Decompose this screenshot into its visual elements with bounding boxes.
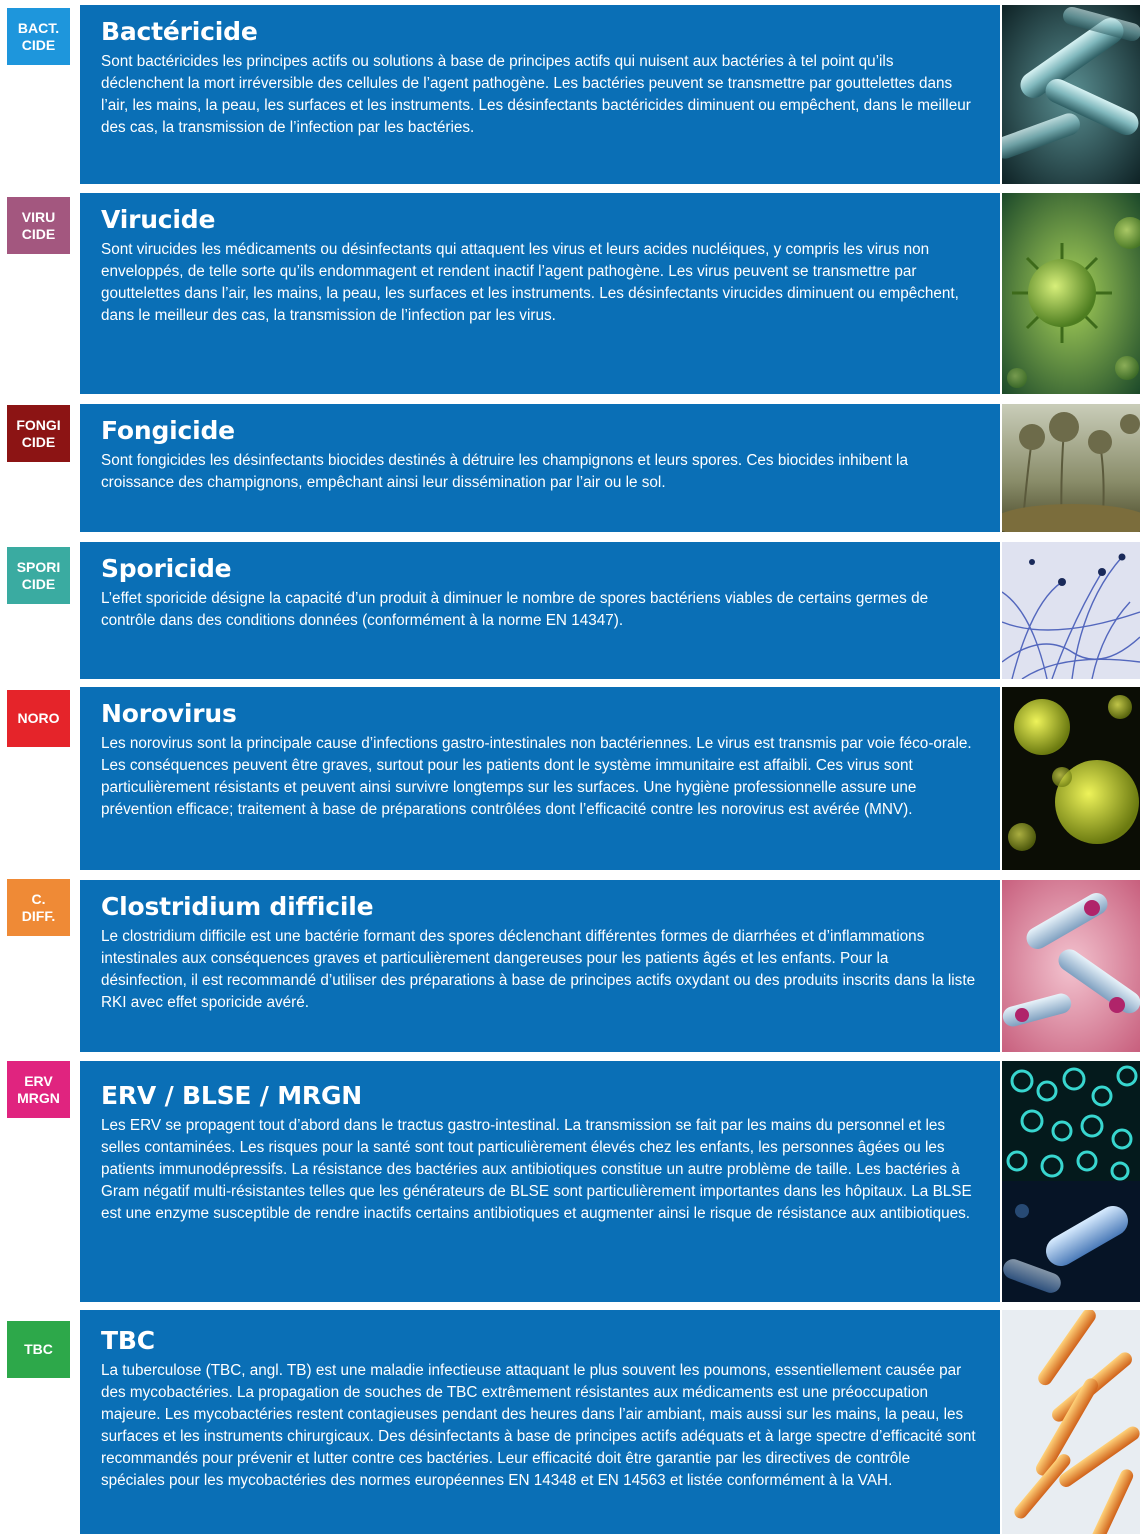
section-text: Sont fongicides les désinfectants biocides destinés à détruire les champignons et leurs spores. Ces biocides inhibent la croissance des champignons, empêchant ainsi leur dissémination par l’air ou le sol. [101, 452, 908, 491]
section-title: Virucide [101, 205, 216, 234]
badge-line: TBC [24, 1341, 53, 1357]
badge-line: NORO [17, 710, 60, 726]
section-erv-blse-mrgn [80, 1061, 1000, 1302]
badge-line: FONGI [16, 416, 61, 433]
section-text: Sont virucides les médicaments ou désinfectants qui attaquent les virus et leurs acides nucléiques, y compris les virus non enveloppés, de telle sorte qu’ils endommagent et rendent inactif l’agent pathogène. Les virus peuvent se transmettre par gouttelettes dans l’air, les mains, la peau, les surfaces et les instruments. Les désinfectants virucides diminuent ou empêchent, dans le meilleur des cas, la transmission de l’infection par les virus. [101, 241, 959, 324]
erv-image-bottom [1002, 1181, 1140, 1302]
section-bactericide [80, 5, 1000, 184]
badge-bactericide [7, 8, 70, 65]
badge-line: CIDE [21, 433, 56, 450]
section-title: Norovirus [101, 699, 237, 728]
section-title: TBC [101, 1326, 155, 1355]
section-clostridium [80, 880, 1000, 1052]
badge-line: ERV [24, 1072, 53, 1089]
badge-line: SPORI [16, 558, 61, 575]
badge-erv-mrgn [7, 1061, 70, 1118]
section-text: Le clostridium difficile est une bactérie formant des spores déclenchant différentes formes de diarrhées et d’inflammations intestinales aux conséquences graves et particulièrement dangereuses pour les patients âgés et les enfants. Pour la désinfection, il est recommandé d’utiliser des préparations à base de principes actifs oxydant ou des produits inscrits dans la liste RKI avec effet sporicide avéré. [101, 928, 976, 1011]
section-title: Fongicide [101, 416, 235, 445]
section-tbc [80, 1310, 1000, 1534]
badge-line: CIDE [21, 575, 56, 592]
spore-image [1002, 542, 1140, 679]
section-text: Les norovirus sont la principale cause d’infections gastro-intestinales non bactériennes. Le virus est transmis par voie féco-orale. Les conséquences peuvent être graves, surtout pour les patients dont le système immunitaire est affaibli. Ces virus sont particulièrement résistants et peuvent ainsi survivre longtemps sur les surfaces. Une hygiène professionnelle assure une prévention efficace; traitement à base de préparations contrôlées dont l’efficacité contre les norovirus est avérée (MNV). [101, 735, 972, 818]
badge-fongicide [7, 405, 70, 462]
section-text: Les ERV se propagent tout d’abord dans le tractus gastro-intestinal. La transmission se fait par les mains du personnel et les selles contaminées. Les risques pour la santé sont tout particulièrement élevés chez les enfants, les personnes âgées ou les patients immunodépressifs. La résistance des bactéries aux antibiotiques constitue un autre problème de taille. Les bactéries à Gram négatif multi-résistantes telles que les générateurs de BLSE sont particulièrement importantes dans les hôpitaux. La BLSE est une enzyme susceptible de rendre inactifs certains antibiotiques et augmenter ainsi le risque de résistance aux antibiotiques. [101, 1117, 972, 1222]
norovirus-image [1002, 687, 1140, 870]
virus-image [1002, 193, 1140, 394]
section-sporicide [80, 542, 1000, 679]
badge-clostridium [7, 879, 70, 936]
bacteria-image [1002, 5, 1140, 184]
section-title: Sporicide [101, 554, 232, 583]
badge-line: MRGN [17, 1089, 60, 1106]
section-text: Sont bactéricides les principes actifs ou solutions à base de principes actifs qui nuisent aux bactéries à tel point qu’ils déclenchent la mort irréversible des cellules de l’agent pathogène. Les bactéries peuvent se transmettre par gouttelettes dans l’air, les mains, la peau, les surfaces et les instruments. Les désinfectants bactéricides diminuent ou empêchent, dans le meilleur des cas, la transmission de l’infection par les bactéries. [101, 53, 971, 136]
badge-tbc [7, 1321, 70, 1378]
tuberculosis-image [1002, 1310, 1140, 1534]
badge-line: VIRU [21, 208, 56, 225]
section-text: La tuberculose (TBC, angl. TB) est une maladie infectieuse attaquant le plus souvent les poumons, essentiellement causée par des mycobactéries. La propagation de souches de TBC extrêmement résistantes aux médicaments est une préoccupation majeure. Les mycobactéries restent contagieuses pendant des heures dans l’air ambiant, mais aussi sur les mains, la peau, les surfaces et les instruments chirurgicaux. Des désinfectants à base de principes actifs adéquats et à large spectre d’efficacité sont recommandés pour prévenir et lutter contre ces bactéries. Leur efficacité doit être garantie par les directives de contrôle spéciales pour les mycobactéries des normes européennes EN 14348 et EN 14563 et listée conformément à la VAH. [101, 1362, 976, 1489]
badge-norovirus [7, 690, 70, 747]
section-title: ERV / BLSE / MRGN [101, 1081, 362, 1110]
fungus-image [1002, 404, 1140, 532]
section-fongicide [80, 404, 1000, 532]
section-text: L’effet sporicide désigne la capacité d’un produit à diminuer le nombre de spores bactériens viables de certains germes de contrôle dans des conditions données (conformément à la norme EN 14347). [101, 590, 929, 629]
erv-image-top [1002, 1061, 1140, 1181]
badge-line: C. [31, 890, 46, 907]
badge-line: CIDE [21, 36, 56, 53]
section-title: Clostridium difficile [101, 892, 374, 921]
clostridium-image [1002, 880, 1140, 1052]
badge-line: DIFF. [21, 907, 56, 924]
badge-line: BACT. [17, 19, 60, 36]
badge-virucide [7, 197, 70, 254]
badge-line: CIDE [21, 225, 56, 242]
section-norovirus [80, 687, 1000, 870]
section-title: Bactéricide [101, 17, 258, 46]
badge-sporicide [7, 547, 70, 604]
section-virucide [80, 193, 1000, 394]
